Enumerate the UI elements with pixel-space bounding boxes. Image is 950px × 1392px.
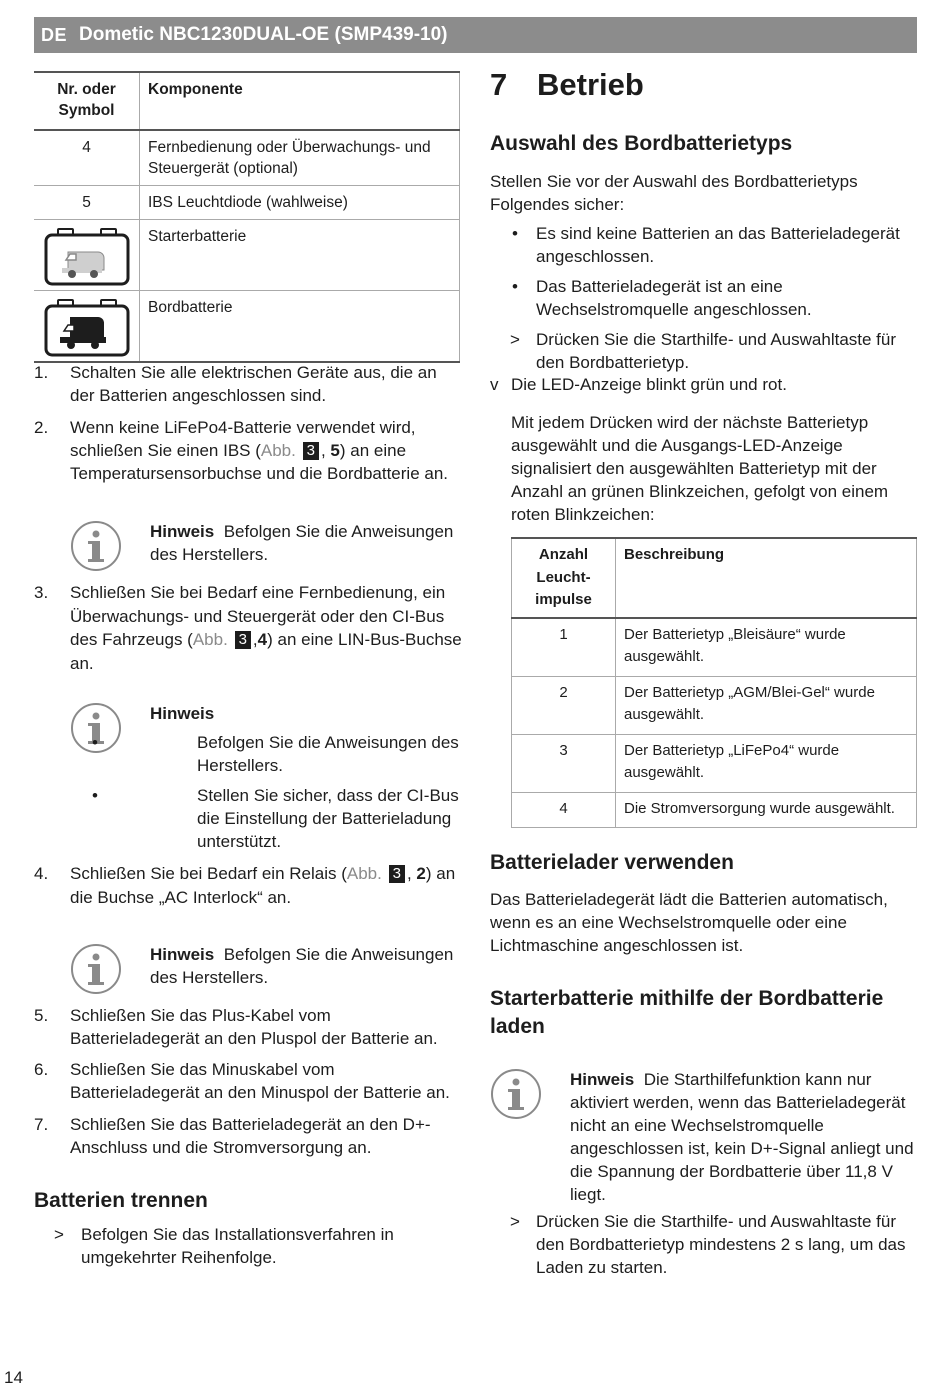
chapter-title: Betrieb <box>537 67 644 102</box>
action-text: Drücken Sie die Starthilfe- und Auswahltaste für den Bordbatterietyp mindestens 2 s lang, um das Laden zu starten. <box>536 1212 906 1277</box>
service-battery-icon <box>44 299 130 357</box>
section-heading-disconnect: Batterien trennen <box>34 1189 208 1212</box>
step-6 <box>34 1058 462 1104</box>
result-text: Die LED-Anzeige blinkt grün und rot. <box>511 375 787 394</box>
step-text: Schließen Sie das Minuskabel vom Batterieladegerät an den Minuspol der Batterie an. <box>70 1060 450 1102</box>
figure-number-badge: 3 <box>389 865 405 883</box>
note-label: Hinweis <box>570 1070 635 1089</box>
step-text: Wenn keine LiFePo4-Batterie verwendet wird, schließen Sie einen IBS (Abb. 3 , 5) an eine Temperatursensorbuchse und die Bordbatterie an. <box>70 418 449 483</box>
info-icon <box>70 943 122 995</box>
note-bullet-list <box>70 731 462 853</box>
step-number: 3. <box>34 583 49 602</box>
table-row <box>512 676 917 734</box>
table-row <box>34 291 460 363</box>
section-heading-jumpstart: Starterbatterie mithilfe der Bordbatterie laden <box>490 987 884 1038</box>
list-item: • Befolgen Sie die Anweisungen des Herstellers. <box>70 731 462 777</box>
figure-reference: Abb. <box>346 864 382 883</box>
step-1 <box>34 361 462 407</box>
pulse-count: 1 <box>512 618 616 677</box>
table-row <box>34 186 460 220</box>
table-row <box>512 734 917 792</box>
pulse-description: Der Batterietyp „AGM/Blei-Gel“ wurde ausgewählt. <box>616 676 917 734</box>
step-7 <box>34 1113 462 1159</box>
figure-reference: Abb. <box>192 630 228 649</box>
chapter-heading <box>490 67 644 103</box>
row-label: Fernbedienung oder Überwachungs- und Steuergerät (optional) <box>140 130 460 186</box>
components-table <box>34 71 460 363</box>
table-row <box>34 220 460 291</box>
info-icon <box>490 1068 542 1120</box>
note-1 <box>70 520 462 566</box>
pulse-description: Der Batterietyp „Bleisäure“ wurde ausgewählt. <box>616 618 917 677</box>
step-3 <box>34 581 462 675</box>
step-4 <box>34 862 462 910</box>
result-item <box>490 373 918 396</box>
step-number: 1. <box>34 363 49 382</box>
table-row <box>512 792 917 828</box>
note-label: Hinweis <box>150 522 215 541</box>
table-row <box>34 130 460 186</box>
action-marker: > <box>54 1225 64 1244</box>
info-icon <box>70 520 122 572</box>
action-marker: > <box>510 1212 520 1231</box>
note-label: Hinweis <box>150 945 215 964</box>
row-number: 4 <box>34 130 140 186</box>
note-3 <box>70 943 462 989</box>
section-heading-select: Auswahl des Bordbatterietyps <box>490 132 793 155</box>
bullet-text: Das Batterieladegerät ist an eine Wechselstromquelle angeschlossen. <box>536 277 812 319</box>
action-text: Drücken Sie die Starthilfe- und Auswahltaste für den Bordbatterietyp. <box>536 330 897 372</box>
table-row <box>512 618 917 677</box>
row-label: Bordbatterie <box>140 291 460 363</box>
note-4 <box>490 1068 918 1206</box>
step-number: 5. <box>34 1006 49 1025</box>
bullet-text: Es sind keine Batterien an das Batterieladegerät angeschlossen. <box>536 224 900 266</box>
step-text: Schließen Sie das Batterieladegerät an den D+-Anschluss und die Stromversorgung an. <box>70 1115 431 1157</box>
result-marker: v <box>490 375 499 394</box>
row-label: IBS Leuchtdiode (wahlweise) <box>140 186 460 220</box>
pulse-count: 3 <box>512 734 616 792</box>
action-marker: > <box>510 330 520 349</box>
section-heading-charger: Batterielader verwenden <box>490 851 734 874</box>
note-2 <box>70 702 462 860</box>
intro-text: Stellen Sie vor der Auswahl des Bordbatterietyps Folgendes sicher: <box>490 172 858 214</box>
bullet-item <box>490 222 918 268</box>
col-header-pulses: Anzahl Leucht-impulse <box>512 538 616 618</box>
step-text: Schließen Sie bei Bedarf ein Relais (Abb. 3 , 2) an die Buchse „AC Interlock“ an. <box>70 864 456 907</box>
bullet-item <box>490 275 918 321</box>
step-text: Schließen Sie bei Bedarf eine Fernbedienung, ein Überwachungs- und Steuergerät oder den CI-Bus des Fahrzeugs (Abb. 3 ,4) an eine LIN-Bus-Buchse an. <box>70 583 462 673</box>
action-text: Befolgen Sie das Installationsverfahren in umgekehrter Reihenfolge. <box>81 1225 394 1267</box>
step-number: 6. <box>34 1060 49 1079</box>
note-text: Befolgen Sie die Anweisungen des Herstellers. <box>150 522 454 564</box>
step-5 <box>34 1004 462 1050</box>
note-text: Befolgen Sie die Anweisungen des Herstellers. <box>150 945 454 987</box>
jumpstart-action <box>490 1210 918 1279</box>
page-number: 14 <box>4 1368 23 1387</box>
row-icon-cell <box>34 291 140 363</box>
step-number: 2. <box>34 418 49 437</box>
action-item <box>490 328 918 374</box>
figure-number-badge: 3 <box>303 442 319 460</box>
led-pulse-table <box>511 537 917 828</box>
bullet-marker: • <box>512 277 518 296</box>
list-item: • Stellen Sie sicher, dass der CI-Bus die Einstellung der Batterieladung unterstützt. <box>70 784 462 853</box>
note-label: Hinweis <box>150 704 215 723</box>
pulse-description: Die Stromversorgung wurde ausgewählt. <box>616 792 917 828</box>
pulse-description: Der Batterietyp „LiFePo4“ wurde ausgewählt. <box>616 734 917 792</box>
step-text: Schließen Sie das Plus-Kabel vom Batterieladegerät an den Pluspol der Batterie an. <box>70 1006 438 1048</box>
row-number: 5 <box>34 186 140 220</box>
starter-battery-icon <box>44 228 130 286</box>
col-header-description: Beschreibung <box>616 538 917 618</box>
document-title: Dometic NBC1230DUAL-OE (SMP439-10) <box>79 24 448 45</box>
step-number: 7. <box>34 1115 49 1134</box>
col-header-component: Komponente <box>140 72 460 130</box>
note-text: Die Starthilfefunktion kann nur aktiviert werden, wenn das Batterieladegerät nicht an eine Wechselstromquelle angeschlossen ist, kein D+-Signal anliegt und die Spannung der Bordbatterie über 11,8 V liegt. <box>570 1070 914 1204</box>
pulse-count: 2 <box>512 676 616 734</box>
pulse-count: 4 <box>512 792 616 828</box>
row-label: Starterbatterie <box>140 220 460 291</box>
step-2 <box>34 416 462 485</box>
charger-text: Das Batterieladegerät lädt die Batterien automatisch, wenn es an eine Wechselstromquelle oder eine Lichtmaschine angeschlossen ist. <box>490 890 888 955</box>
step-text: Schalten Sie alle elektrischen Geräte aus, die an der Batterien angeschlossen sind. <box>70 363 437 405</box>
language-code: DE <box>41 24 68 45</box>
row-icon-cell <box>34 220 140 291</box>
bullet-marker: • <box>512 224 518 243</box>
step-number: 4. <box>34 864 49 883</box>
col-header-number: Nr. oder Symbol <box>34 72 140 130</box>
chapter-number: 7 <box>490 67 508 102</box>
page-header <box>34 17 917 53</box>
figure-reference: Abb. <box>260 441 296 460</box>
disconnect-action <box>54 1223 462 1269</box>
explain-text: Mit jedem Drücken wird der nächste Batterietyp ausgewählt und die Ausgangs-LED-Anzeige signalisiert den ausgewählten Batterietyp mit der Anzahl an grünen Blinkzeichen, gefolgt von einem roten Blinkzeichen: <box>511 413 889 524</box>
figure-number-badge: 3 <box>235 631 251 649</box>
